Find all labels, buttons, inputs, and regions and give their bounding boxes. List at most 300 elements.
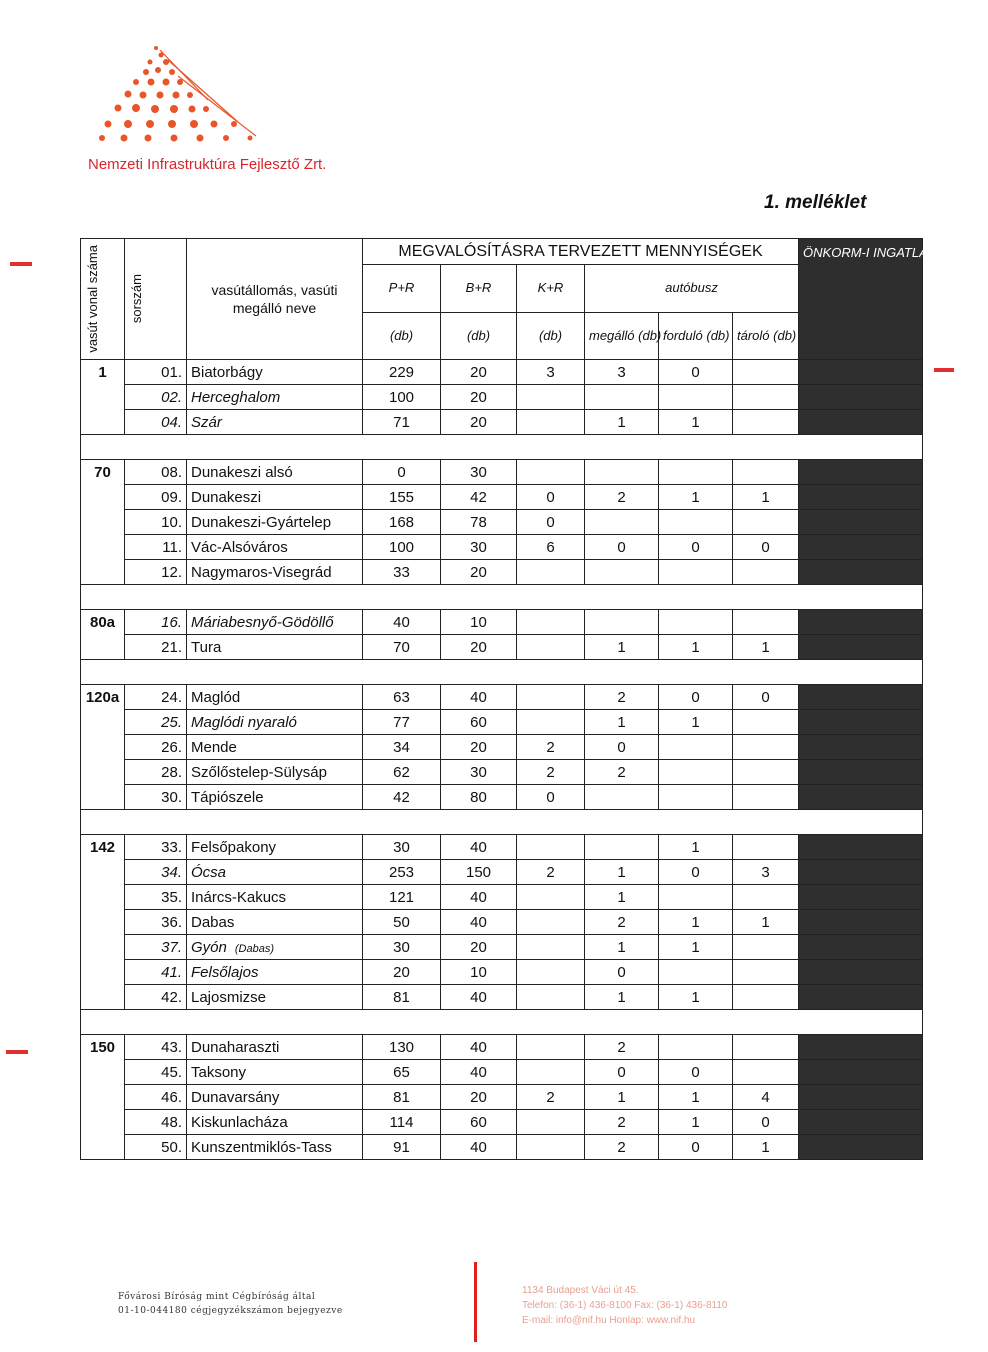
order-number: 10. <box>125 510 187 535</box>
onk-cell <box>799 835 923 860</box>
br-count: 150 <box>441 860 517 885</box>
pr-count: 100 <box>363 535 441 560</box>
bus-stop-count: 0 <box>585 735 659 760</box>
station-name: Tura <box>187 635 363 660</box>
order-number: 11. <box>125 535 187 560</box>
br-count: 40 <box>441 985 517 1010</box>
bus-stop-count: 1 <box>585 710 659 735</box>
br-count: 20 <box>441 410 517 435</box>
onk-cell <box>799 1060 923 1085</box>
pr-count: 50 <box>363 910 441 935</box>
bus-turn-count <box>659 735 733 760</box>
order-number: 41. <box>125 960 187 985</box>
table-row <box>81 560 923 585</box>
order-number: 25. <box>125 710 187 735</box>
pr-count: 63 <box>363 685 441 710</box>
footer-divider <box>474 1262 477 1342</box>
kr-count <box>517 710 585 735</box>
line-number-cont <box>81 735 125 760</box>
station-name: Herceghalom <box>187 385 363 410</box>
table-row <box>81 1110 923 1135</box>
kr-count <box>517 910 585 935</box>
line-number-cont <box>81 910 125 935</box>
br-count: 30 <box>441 760 517 785</box>
table-row <box>81 860 923 885</box>
kr-count <box>517 410 585 435</box>
kr-count: 2 <box>517 1085 585 1110</box>
bus-storage-count <box>733 935 799 960</box>
bus-turn-count: 0 <box>659 360 733 385</box>
bus-storage-count: 0 <box>733 1110 799 1135</box>
kr-count: 2 <box>517 860 585 885</box>
br-count: 40 <box>441 685 517 710</box>
table-row <box>81 1060 923 1085</box>
line-number-cont <box>81 710 125 735</box>
header-planned: MEGVALÓSÍTÁSRA TERVEZETT MENNYISÉGEK <box>363 239 799 265</box>
line-number-cont <box>81 760 125 785</box>
bus-storage-count <box>733 560 799 585</box>
order-number: 36. <box>125 910 187 935</box>
bus-turn-count: 0 <box>659 860 733 885</box>
kr-count <box>517 1060 585 1085</box>
bus-storage-count <box>733 510 799 535</box>
line-number-cont <box>81 635 125 660</box>
bus-storage-count: 1 <box>733 485 799 510</box>
pr-count: 229 <box>363 360 441 385</box>
bus-stop-count <box>585 610 659 635</box>
pr-count: 77 <box>363 710 441 735</box>
station-name: Dunakeszi alsó <box>187 460 363 485</box>
table-row <box>81 960 923 985</box>
registry-line: Fővárosi Bíróság mint Cégbíróság által <box>118 1292 316 1302</box>
group-spacer <box>81 1010 923 1035</box>
company-name: Nemzeti Infrastruktúra Fejlesztő Zrt. <box>88 156 327 173</box>
onk-cell <box>799 685 923 710</box>
kr-count <box>517 1110 585 1135</box>
bus-turn-count: 1 <box>659 835 733 860</box>
onk-cell <box>799 960 923 985</box>
onk-cell <box>799 1035 923 1060</box>
order-number: 50. <box>125 1135 187 1160</box>
br-count: 20 <box>441 935 517 960</box>
pr-count: 114 <box>363 1110 441 1135</box>
registry-info <box>118 1290 343 1318</box>
header-stop: megálló (db) <box>585 312 659 359</box>
group-spacer <box>81 435 923 460</box>
station-name: Dunaharaszti <box>187 1035 363 1060</box>
station-name: Kunszentmiklós-Tass <box>187 1135 363 1160</box>
kr-count <box>517 635 585 660</box>
line-number: 142 <box>81 835 125 860</box>
header-bus: autóbusz <box>585 265 799 312</box>
order-number: 04. <box>125 410 187 435</box>
pr-count: 0 <box>363 460 441 485</box>
onk-cell <box>799 760 923 785</box>
bus-turn-count: 0 <box>659 685 733 710</box>
bus-stop-count: 2 <box>585 910 659 935</box>
station-name: Nagymaros-Visegrád <box>187 560 363 585</box>
br-count: 80 <box>441 785 517 810</box>
line-number: 150 <box>81 1035 125 1060</box>
bus-turn-count <box>659 510 733 535</box>
onk-cell <box>799 610 923 635</box>
station-name: Taksony <box>187 1060 363 1085</box>
header-pr: P+R <box>363 265 441 312</box>
bus-storage-count: 1 <box>733 1135 799 1160</box>
bus-turn-count: 1 <box>659 635 733 660</box>
bus-turn-count <box>659 1035 733 1060</box>
station-name: Máriabesnyő-Gödöllő <box>187 610 363 635</box>
station-name: Inárcs-Kakucs <box>187 885 363 910</box>
bus-turn-count <box>659 885 733 910</box>
line-number-cont <box>81 560 125 585</box>
table-row <box>81 685 923 710</box>
onk-cell <box>799 935 923 960</box>
pr-count: 70 <box>363 635 441 660</box>
spacer-cell <box>81 435 923 460</box>
pr-count: 253 <box>363 860 441 885</box>
registry-line: 01-10-044180 cégjegyzékszámon bejegyezve <box>118 1306 343 1316</box>
bus-turn-count <box>659 760 733 785</box>
table-row <box>81 735 923 760</box>
header-turn: forduló (db) <box>659 312 733 359</box>
bus-storage-count <box>733 460 799 485</box>
pr-count: 91 <box>363 1135 441 1160</box>
station-note: (Dabas) <box>234 942 274 955</box>
header-pr-unit: (db) <box>363 312 441 359</box>
line-number: 1 <box>81 360 125 385</box>
bus-turn-count: 1 <box>659 710 733 735</box>
bus-storage-count <box>733 985 799 1010</box>
bus-stop-count: 2 <box>585 1110 659 1135</box>
order-number: 35. <box>125 885 187 910</box>
order-number: 46. <box>125 1085 187 1110</box>
order-number: 37. <box>125 935 187 960</box>
onk-cell <box>799 910 923 935</box>
line-number-cont <box>81 510 125 535</box>
order-number: 09. <box>125 485 187 510</box>
bus-storage-count: 0 <box>733 535 799 560</box>
table-row <box>81 1135 923 1160</box>
station-name: Dunakeszi <box>187 485 363 510</box>
group-spacer <box>81 660 923 685</box>
bus-storage-count <box>733 835 799 860</box>
line-number-cont <box>81 1085 125 1110</box>
margin-mark <box>10 262 32 266</box>
line-number: 120a <box>81 685 125 710</box>
order-number: 08. <box>125 460 187 485</box>
station-name-text: Gyón <box>191 938 227 956</box>
bus-stop-count: 1 <box>585 985 659 1010</box>
bus-turn-count <box>659 785 733 810</box>
order-number: 02. <box>125 385 187 410</box>
kr-count <box>517 560 585 585</box>
onk-cell <box>799 510 923 535</box>
line-number-cont <box>81 385 125 410</box>
header-br-unit: (db) <box>441 312 517 359</box>
pr-count: 168 <box>363 510 441 535</box>
kr-count <box>517 985 585 1010</box>
station-name: Maglódi nyaraló <box>187 710 363 735</box>
onk-cell <box>799 385 923 410</box>
kr-count <box>517 835 585 860</box>
line-number-cont <box>81 935 125 960</box>
bus-storage-count <box>733 1060 799 1085</box>
station-name: Kiskunlacháza <box>187 1110 363 1135</box>
bus-stop-count <box>585 510 659 535</box>
line-number-cont <box>81 485 125 510</box>
table-row <box>81 710 923 735</box>
table-row <box>81 1085 923 1110</box>
bus-storage-count <box>733 760 799 785</box>
bus-storage-count: 0 <box>733 685 799 710</box>
bus-stop-count: 2 <box>585 1035 659 1060</box>
onk-cell <box>799 460 923 485</box>
pr-count: 81 <box>363 1085 441 1110</box>
onk-cell <box>799 360 923 385</box>
br-count: 20 <box>441 635 517 660</box>
bus-stop-count: 1 <box>585 1085 659 1110</box>
table-row <box>81 835 923 860</box>
br-count: 40 <box>441 835 517 860</box>
bus-turn-count <box>659 460 733 485</box>
br-count: 30 <box>441 535 517 560</box>
bus-turn-count: 0 <box>659 535 733 560</box>
table-row <box>81 460 923 485</box>
bus-storage-count <box>733 785 799 810</box>
kr-count <box>517 685 585 710</box>
bus-stop-count: 3 <box>585 360 659 385</box>
kr-count <box>517 610 585 635</box>
order-number: 21. <box>125 635 187 660</box>
bus-storage-count <box>733 885 799 910</box>
table-row <box>81 385 923 410</box>
line-number-cont <box>81 1060 125 1085</box>
pr-count: 30 <box>363 935 441 960</box>
station-name: Ócsa <box>187 860 363 885</box>
station-name: Maglód <box>187 685 363 710</box>
bus-turn-count <box>659 610 733 635</box>
bus-stop-count <box>585 785 659 810</box>
br-count: 40 <box>441 1060 517 1085</box>
bus-stop-count: 1 <box>585 410 659 435</box>
line-number-cont <box>81 885 125 910</box>
station-name: Felsőpakony <box>187 835 363 860</box>
br-count: 30 <box>441 460 517 485</box>
bus-storage-count <box>733 735 799 760</box>
table-body <box>81 360 923 1160</box>
table-row <box>81 760 923 785</box>
table-row <box>81 510 923 535</box>
contact-info <box>522 1283 728 1328</box>
bus-storage-count: 3 <box>733 860 799 885</box>
onk-cell <box>799 485 923 510</box>
spacer-cell <box>81 810 923 835</box>
station-name: Szár <box>187 410 363 435</box>
br-count: 40 <box>441 1135 517 1160</box>
order-number: 12. <box>125 560 187 585</box>
header-line: vasút vonal száma <box>81 239 125 360</box>
table-row <box>81 1035 923 1060</box>
pr-count: 34 <box>363 735 441 760</box>
kr-count: 0 <box>517 485 585 510</box>
line-number-cont <box>81 1135 125 1160</box>
table-row <box>81 910 923 935</box>
onk-cell <box>799 985 923 1010</box>
br-count: 20 <box>441 735 517 760</box>
bus-stop-count: 0 <box>585 960 659 985</box>
bus-turn-count: 1 <box>659 410 733 435</box>
bus-stop-count <box>585 385 659 410</box>
pr-count: 100 <box>363 385 441 410</box>
kr-count <box>517 960 585 985</box>
header-onk: ÖNKORM-I INGATLANT ÉRINT <box>799 239 923 360</box>
table-row <box>81 485 923 510</box>
pr-count: 42 <box>363 785 441 810</box>
order-number: 42. <box>125 985 187 1010</box>
address: 1134 Budapest Váci út 45. <box>522 1285 639 1296</box>
web: E-mail: info@nif.hu Honlap: www.nif.hu <box>522 1315 696 1326</box>
table-row <box>81 610 923 635</box>
order-number: 28. <box>125 760 187 785</box>
kr-count: 6 <box>517 535 585 560</box>
br-count: 20 <box>441 560 517 585</box>
pr-count: 130 <box>363 1035 441 1060</box>
onk-cell <box>799 860 923 885</box>
br-count: 40 <box>441 910 517 935</box>
bus-stop-count: 1 <box>585 885 659 910</box>
order-number: 43. <box>125 1035 187 1060</box>
bus-turn-count: 1 <box>659 1110 733 1135</box>
bus-storage-count <box>733 960 799 985</box>
spacer-cell <box>81 1010 923 1035</box>
pr-count: 30 <box>363 835 441 860</box>
bus-stop-count <box>585 460 659 485</box>
table-row <box>81 885 923 910</box>
bus-turn-count <box>659 960 733 985</box>
bus-storage-count <box>733 410 799 435</box>
pr-count: 121 <box>363 885 441 910</box>
br-count: 20 <box>441 1085 517 1110</box>
station-name: Dunakeszi-Gyártelep <box>187 510 363 535</box>
br-count: 20 <box>441 360 517 385</box>
order-number: 24. <box>125 685 187 710</box>
line-number-cont <box>81 985 125 1010</box>
kr-count: 2 <box>517 735 585 760</box>
station-name <box>187 935 363 960</box>
kr-count: 2 <box>517 760 585 785</box>
order-number: 45. <box>125 1060 187 1085</box>
spacer-cell <box>81 660 923 685</box>
br-count: 10 <box>441 610 517 635</box>
onk-cell <box>799 785 923 810</box>
bus-turn-count <box>659 560 733 585</box>
table-row <box>81 410 923 435</box>
kr-count: 0 <box>517 510 585 535</box>
pr-count: 71 <box>363 410 441 435</box>
bus-stop-count: 0 <box>585 1060 659 1085</box>
order-number: 26. <box>125 735 187 760</box>
header-store: tároló (db) <box>733 312 799 359</box>
pr-count: 33 <box>363 560 441 585</box>
onk-cell <box>799 1135 923 1160</box>
line-number-cont <box>81 785 125 810</box>
header-ord: sorszám <box>125 239 187 360</box>
br-count: 40 <box>441 1035 517 1060</box>
bus-stop-count: 2 <box>585 485 659 510</box>
bus-turn-count <box>659 385 733 410</box>
bus-turn-count: 1 <box>659 1085 733 1110</box>
kr-count <box>517 1135 585 1160</box>
onk-cell <box>799 410 923 435</box>
pr-count: 20 <box>363 960 441 985</box>
header-br: B+R <box>441 265 517 312</box>
bus-storage-count <box>733 360 799 385</box>
br-count: 10 <box>441 960 517 985</box>
br-count: 42 <box>441 485 517 510</box>
order-number: 34. <box>125 860 187 885</box>
margin-mark <box>934 368 954 372</box>
station-name: Mende <box>187 735 363 760</box>
bus-turn-count: 1 <box>659 485 733 510</box>
bus-stop-count: 0 <box>585 535 659 560</box>
phone: Telefon: (36-1) 436-8100 Fax: (36-1) 436-8110 <box>522 1300 728 1311</box>
order-number: 01. <box>125 360 187 385</box>
bus-turn-count: 1 <box>659 935 733 960</box>
pr-count: 40 <box>363 610 441 635</box>
br-count: 20 <box>441 385 517 410</box>
table-row <box>81 985 923 1010</box>
order-number: 30. <box>125 785 187 810</box>
kr-count <box>517 385 585 410</box>
group-spacer <box>81 810 923 835</box>
line-number-cont <box>81 535 125 560</box>
bus-stop-count <box>585 835 659 860</box>
station-name: Dabas <box>187 910 363 935</box>
line-number: 70 <box>81 460 125 485</box>
pr-count: 155 <box>363 485 441 510</box>
pr-count: 65 <box>363 1060 441 1085</box>
order-number: 16. <box>125 610 187 635</box>
bus-turn-count: 0 <box>659 1135 733 1160</box>
bus-storage-count: 4 <box>733 1085 799 1110</box>
onk-cell <box>799 635 923 660</box>
bus-turn-count: 0 <box>659 1060 733 1085</box>
onk-cell <box>799 710 923 735</box>
kr-count <box>517 935 585 960</box>
onk-cell <box>799 1085 923 1110</box>
bus-stop-count: 2 <box>585 685 659 710</box>
kr-count <box>517 1035 585 1060</box>
bus-turn-count: 1 <box>659 910 733 935</box>
bus-storage-count: 1 <box>733 910 799 935</box>
bus-stop-count: 1 <box>585 635 659 660</box>
table-row <box>81 935 923 960</box>
margin-mark <box>6 1050 28 1054</box>
station-name: Lajosmizse <box>187 985 363 1010</box>
header-kr-unit: (db) <box>517 312 585 359</box>
header-kr: K+R <box>517 265 585 312</box>
onk-cell <box>799 735 923 760</box>
kr-count: 3 <box>517 360 585 385</box>
table-row <box>81 535 923 560</box>
onk-cell <box>799 1110 923 1135</box>
bus-stop-count: 1 <box>585 935 659 960</box>
table-row <box>81 360 923 385</box>
bus-stop-count: 2 <box>585 760 659 785</box>
station-name: Szőlőstelep-Sülysáp <box>187 760 363 785</box>
kr-count <box>517 885 585 910</box>
